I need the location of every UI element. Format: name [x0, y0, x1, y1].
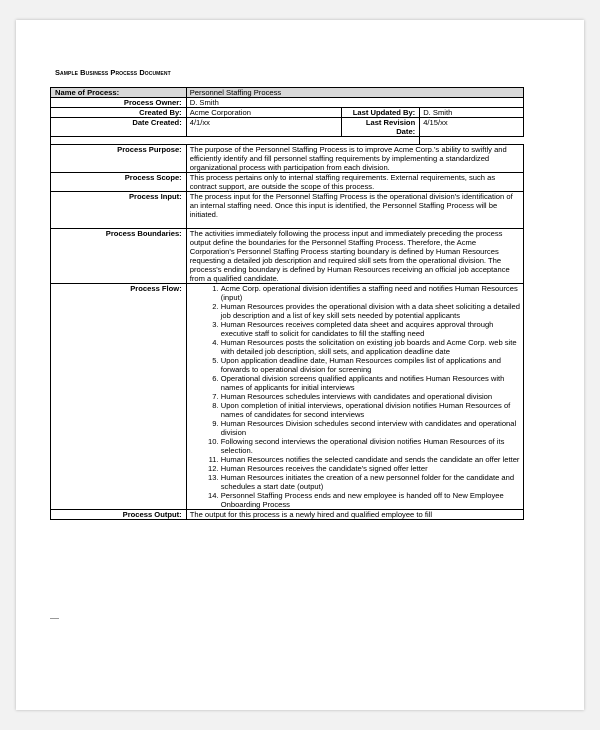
- purpose-label: Process Purpose:: [51, 145, 187, 173]
- input-label: Process Input:: [51, 192, 187, 229]
- flow-step: 5. Upon application deadline date, Human Resources compiles list of applications and forwards to operational division for screening: [221, 356, 520, 374]
- output-label: Process Output:: [51, 510, 187, 520]
- last-revision-label: Last Revision Date:: [365, 118, 416, 136]
- scope-text: This process pertains only to internal staffing requirements. External requirements, such as contract support, are outside the scope of this process.: [186, 173, 523, 192]
- scope-label: Process Scope:: [51, 173, 187, 192]
- flow-step: 10. Following second interviews the operational division notifies Human Resources of its selection.: [221, 437, 520, 455]
- flow-step: 14. Personnel Staffing Process ends and new employee is handed off to New Employee Onboarding Process: [221, 491, 520, 509]
- owner-label: Process Owner:: [51, 98, 187, 108]
- boundaries-label: Process Boundaries:: [51, 229, 187, 284]
- last-revision-cell: [342, 118, 420, 137]
- last-updated-by-cell: [342, 108, 420, 118]
- flow-step: 2. Human Resources provides the operational division with a data sheet soliciting a detailed job description and a list of key skill sets needed by potential applicants: [221, 302, 520, 320]
- row-created-by: [51, 108, 524, 118]
- row-flow: [51, 284, 524, 510]
- row-process-name: [51, 88, 524, 98]
- input-text: The process input for the Personnel Staffing Process is the operational division's identification of an internal staffing need. Once this input is identified, the Personnel Staffing Process will be initiated.: [186, 192, 523, 229]
- flow-step: 12. Human Resources receives the candidate's signed offer letter: [221, 464, 520, 473]
- footnote-mark: [50, 618, 59, 619]
- date-created-value: 4/1/xx: [186, 118, 342, 137]
- process-table: [50, 87, 524, 520]
- flow-step: 6. Operational division screens qualified applicants and notifies Human Resources with names of applicants for initial interviews: [221, 374, 520, 392]
- flow-cell: [186, 284, 523, 510]
- flow-step: 3. Human Resources receives completed data sheet and acquires approval through executive staff to solicit for candidates to fill the staffing need: [221, 320, 520, 338]
- flow-step: 9. Human Resources Division schedules second interview with candidates and operational division: [221, 419, 520, 437]
- output-text: The output for this process is a newly hired and qualified employee to fill: [186, 510, 523, 520]
- flow-step: 4. Human Resources posts the solicitation on existing job boards and Acme Corp. web site with detailed job description, skill sets, and application deadline date: [221, 338, 520, 356]
- row-boundaries: [51, 229, 524, 284]
- row-date-created: [51, 118, 524, 137]
- flow-step: 13. Human Resources initiates the creation of a new personnel folder for the candidate and schedules a start date (output): [221, 473, 520, 491]
- name-label: Name of Process:: [51, 88, 187, 98]
- last-revision-value: 4/15/xx: [420, 118, 524, 137]
- spacer-row: [51, 137, 524, 145]
- flow-step: 8. Upon completion of initial interviews, operational division notifies Human Resources of names of candidates for second interviews: [221, 401, 520, 419]
- name-value: Personnel Staffing Process: [186, 88, 523, 98]
- flow-step: 1. Acme Corp. operational division identifies a staffing need and notifies Human Resources (input): [221, 284, 520, 302]
- created-by-label: Created By:: [51, 108, 187, 118]
- created-by-value: Acme Corporation: [186, 108, 342, 118]
- row-scope: [51, 173, 524, 192]
- last-updated-by-value: D. Smith: [420, 108, 524, 118]
- flow-step: 7. Human Resources schedules interviews with candidates and operational division: [221, 392, 520, 401]
- flow-step: 11. Human Resources notifies the selected candidate and sends the candidate an offer letter: [221, 455, 520, 464]
- purpose-text: The purpose of the Personnel Staffing Process is to improve Acme Corp.'s ability to swiftly and efficiently identify and fill personnel staffing requirements by implementing a standardized organizational process with participation from each division.: [186, 145, 523, 173]
- row-purpose: [51, 145, 524, 173]
- flow-label: Process Flow:: [51, 284, 187, 510]
- last-updated-by-label: Last Updated By:: [352, 108, 416, 117]
- row-input: [51, 192, 524, 229]
- flow-step-list: [190, 284, 520, 509]
- date-created-label: Date Created:: [51, 118, 187, 137]
- owner-value: D. Smith: [186, 98, 523, 108]
- document-title: Sample Business Process Document: [55, 68, 171, 77]
- row-process-owner: [51, 98, 524, 108]
- row-output: [51, 510, 524, 520]
- boundaries-text: The activities immediately following the process input and immediately preceding the process output define the boundaries for the Personnel Staffing Process. Therefore, the Acme Corporation's Personnel Staffing Process starting boundary is defined by Human Resources requesting a detailed job description and required skill sets from the operational division. The process's ending boundary is defined by Human Resources receiving an official job acceptance from a qualified candidate.: [186, 229, 523, 284]
